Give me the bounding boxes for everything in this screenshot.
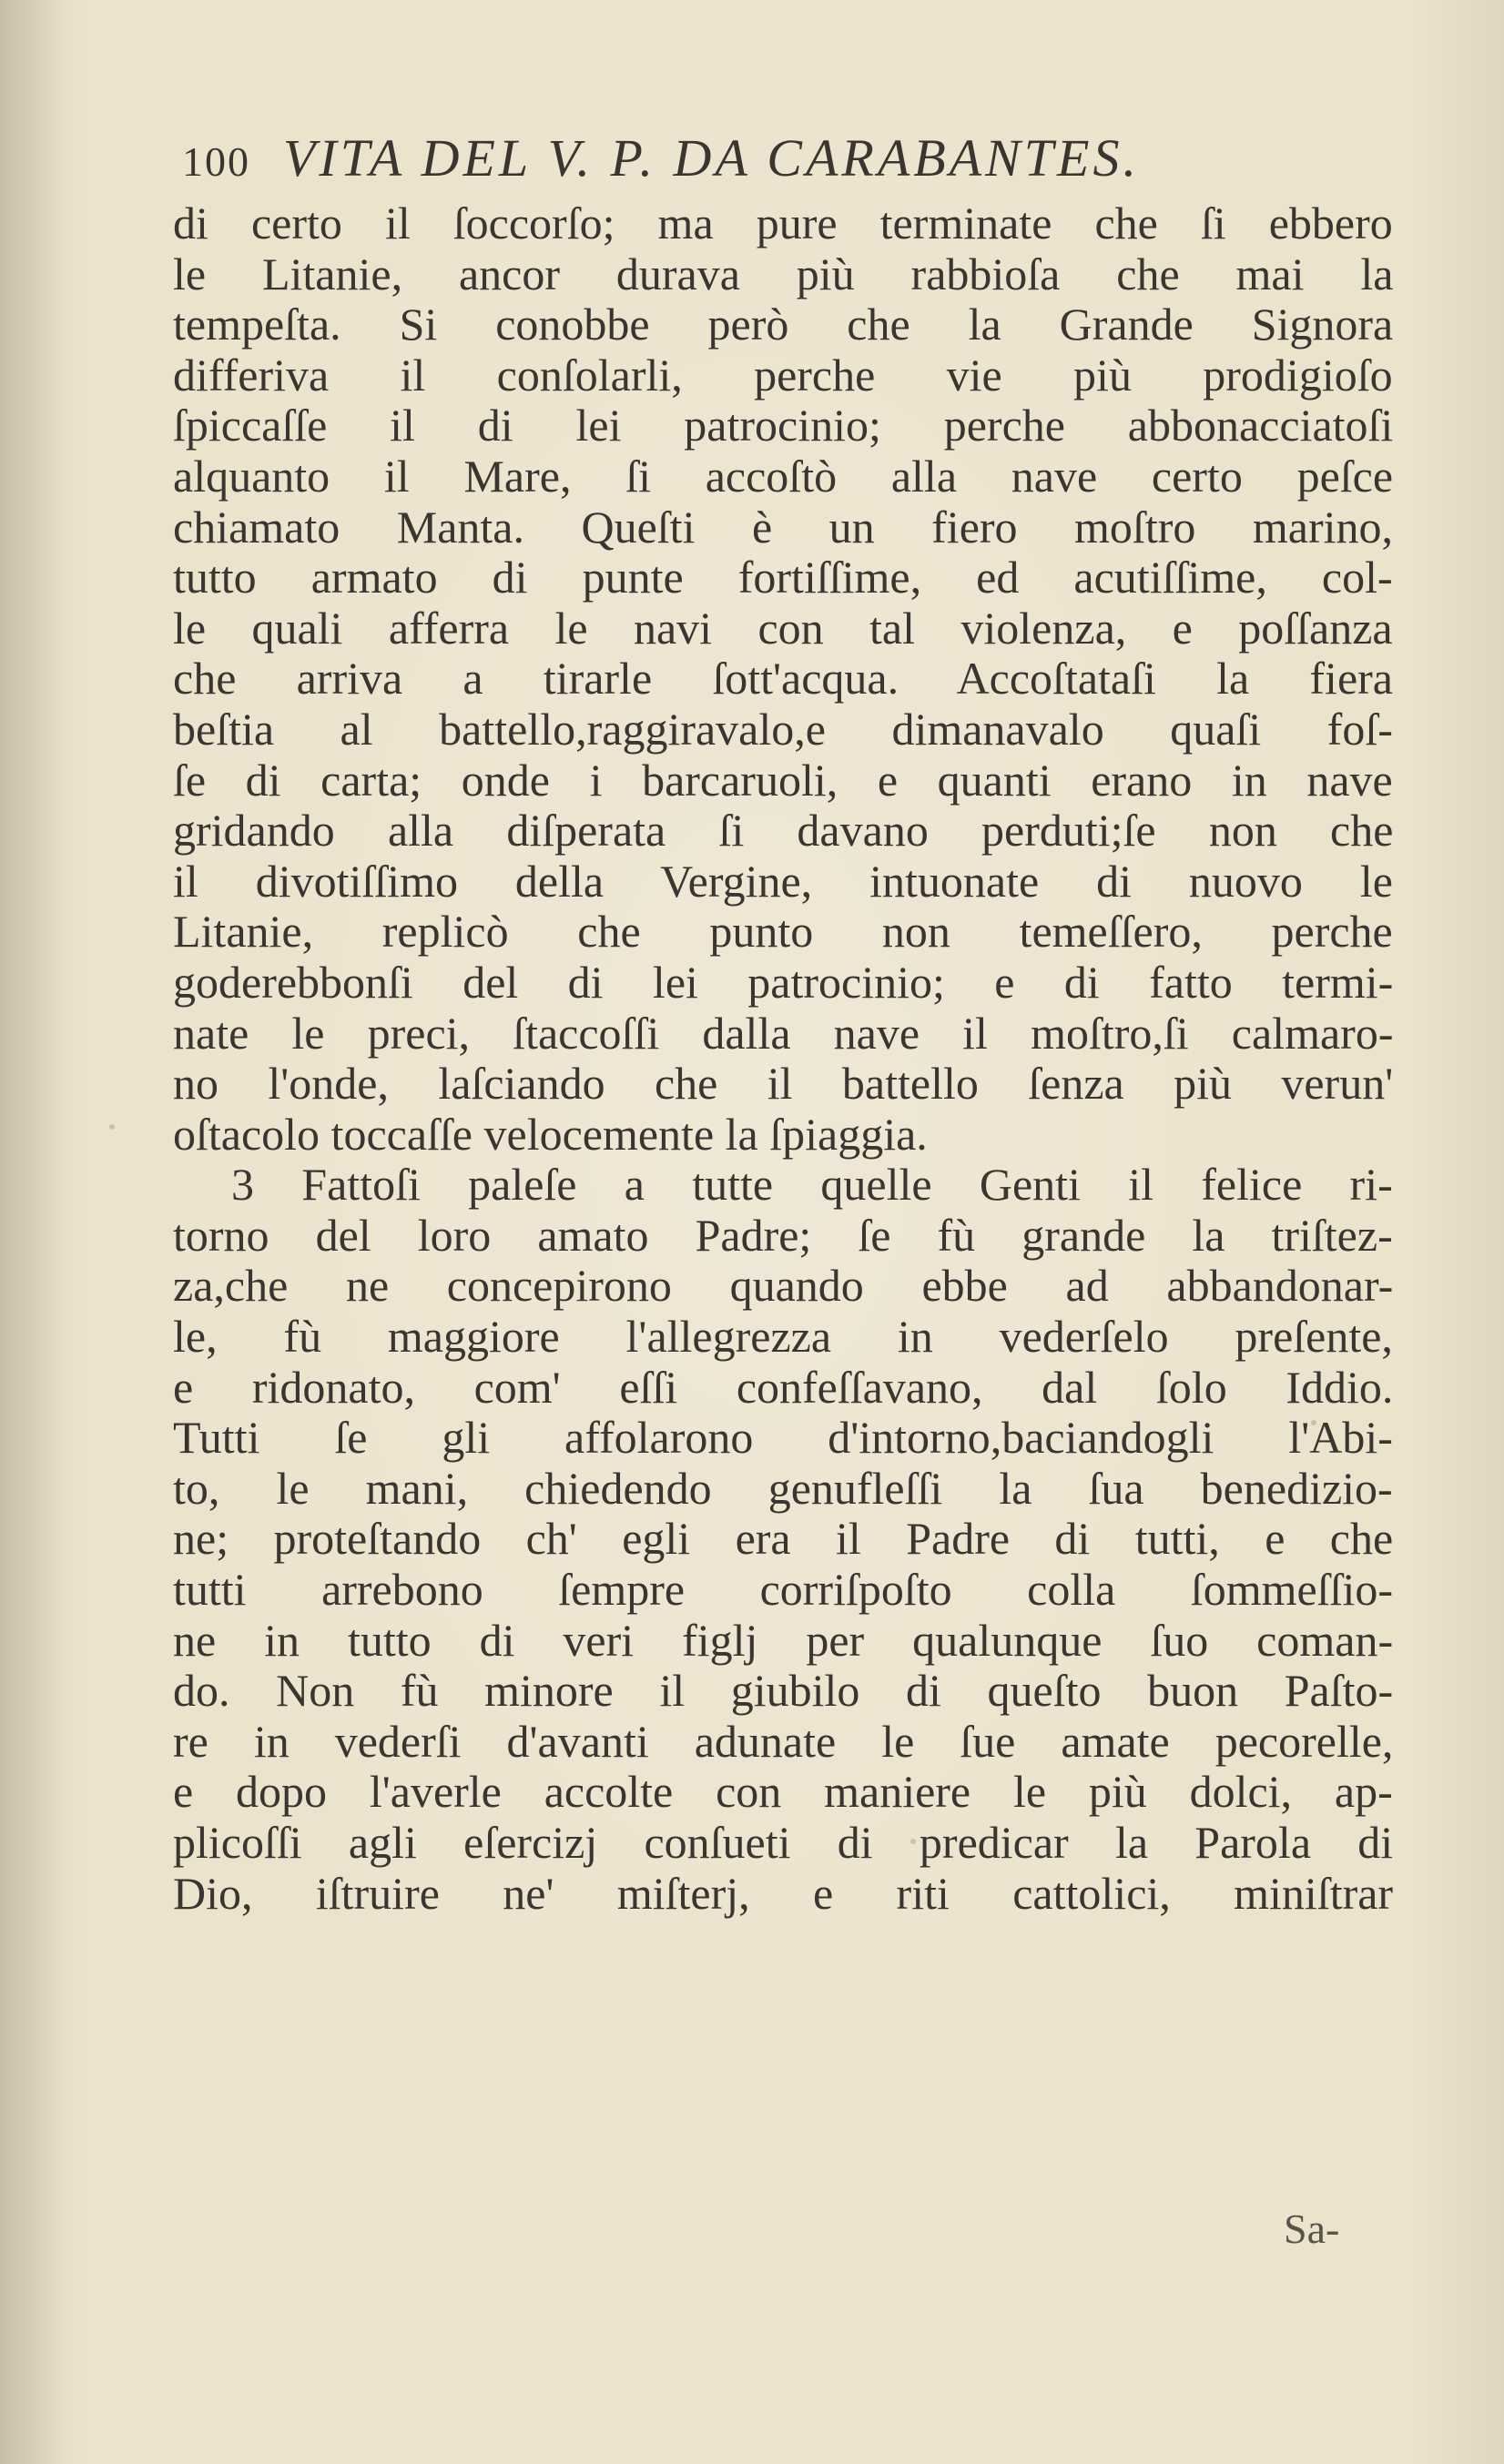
text-line: torno del loro amato Padre; ſe fù grande la triſtez- [173, 1209, 1393, 1261]
text-line: ne; proteſtando ch' egli era il Padre di tutti, e che [173, 1513, 1394, 1565]
text-line: tutto armato di punte fortiſſime, ed acutiſſime, col- [173, 552, 1393, 603]
running-title: VITA DEL V. P. DA CARABANTES. [283, 128, 1140, 188]
text-line: e dopo l'averle accolte con maniere le più dolci, ap- [173, 1766, 1393, 1818]
paper-speck [910, 1839, 916, 1844]
text-line: e ridonato, com' eſſi confeſſavano, dal ſolo Iddio. [173, 1361, 1394, 1413]
text-line: tempeſta. Si conobbe però che la Grande Signora [173, 299, 1394, 350]
paper-speck [1311, 1420, 1316, 1425]
page-header [182, 127, 1366, 191]
catchword: Sa- [1284, 2205, 1340, 2252]
text-line: ſe di carta; onde i barcaruoli, e quanti erano in nave [173, 754, 1393, 806]
text-line: no l'onde, laſciando che il battello ſenza più verun' [173, 1058, 1394, 1110]
text-line: di certo il ſoccorſo; ma pure terminate che ſi ebbero [173, 198, 1393, 248]
text-line: le, fù maggiore l'allegrezza in vederſelo preſente, [173, 1311, 1393, 1363]
text-line: za,che ne concepirono quando ebbe ad abbandonar- [173, 1260, 1394, 1312]
text-line: 3 Fattoſi paleſe a tutte quelle Genti il felice ri- [231, 1159, 1393, 1211]
text-line: gridando alla diſperata ſi davano perduti;ſe non che [173, 805, 1394, 857]
text-line: differiva il conſolarli, perche vie più prodigioſo [173, 349, 1393, 401]
text-line: Dio, iſtruire ne' miſterj, e riti cattolici, miniſtrar [173, 1867, 1394, 1919]
text-line: che arriva a tirarle ſott'acqua. Accoſtataſi la fiera [173, 653, 1393, 705]
text-line: beſtia al battello,raggiravalo,e dimanavalo quaſi foſ- [173, 703, 1393, 755]
text-line: Tutti ſe gli affolarono d'intorno,baciandogli l'Abi- [173, 1412, 1393, 1464]
paper-speck [109, 1124, 115, 1130]
text-line: nate le preci, ſtaccoſſi dalla nave il moſtro,ſi calmaro- [173, 1007, 1394, 1059]
text-line: oſtacolo toccaſſe velocemente la ſpiaggia. [173, 1108, 928, 1160]
text-line: ſpiccaſſe il di lei patrocinio; perche abbonacciatoſi [173, 400, 1394, 451]
text-line: plicoſſi agli eſercizj conſueti di predicar la Parola di [173, 1817, 1394, 1868]
text-line: re in vederſi d'avanti adunate le ſue amate pecorelle, [173, 1715, 1394, 1767]
text-line: to, le mani, chiedendo genufleſſi la ſua benedizio- [173, 1462, 1393, 1514]
text-line: Litanie, replicò che punto non temeſſero, perche [173, 906, 1393, 958]
text-line: chiamato Manta. Queſti è un fiero moſtro marino, [173, 501, 1393, 553]
text-line: il divotiſſimo della Vergine, intuonate di nuovo le [173, 855, 1393, 907]
text-line: tutti arrebono ſempre corriſpoſto colla ſommeſſio- [173, 1564, 1393, 1616]
text-line: alquanto il Mare, ſi accoſtò alla nave certo peſce [173, 450, 1394, 502]
text-line: le quali afferra le navi con tal violenza, e poſſanza [173, 602, 1393, 654]
text-line: ne in tutto di veri figlj per qualunque ſuo coman- [173, 1614, 1394, 1666]
gutter-shadow [0, 0, 64, 2464]
text-line: do. Non fù minore il giubilo di queſto buon Paſto- [173, 1665, 1394, 1717]
text-line: goderebbonſi del di lei patrocinio; e di fatto termi- [173, 956, 1394, 1008]
body-text [173, 198, 1429, 1919]
text-line: le Litanie, ancor durava più rabbioſa che mai la [173, 248, 1394, 299]
page-number: 100 [182, 138, 250, 185]
